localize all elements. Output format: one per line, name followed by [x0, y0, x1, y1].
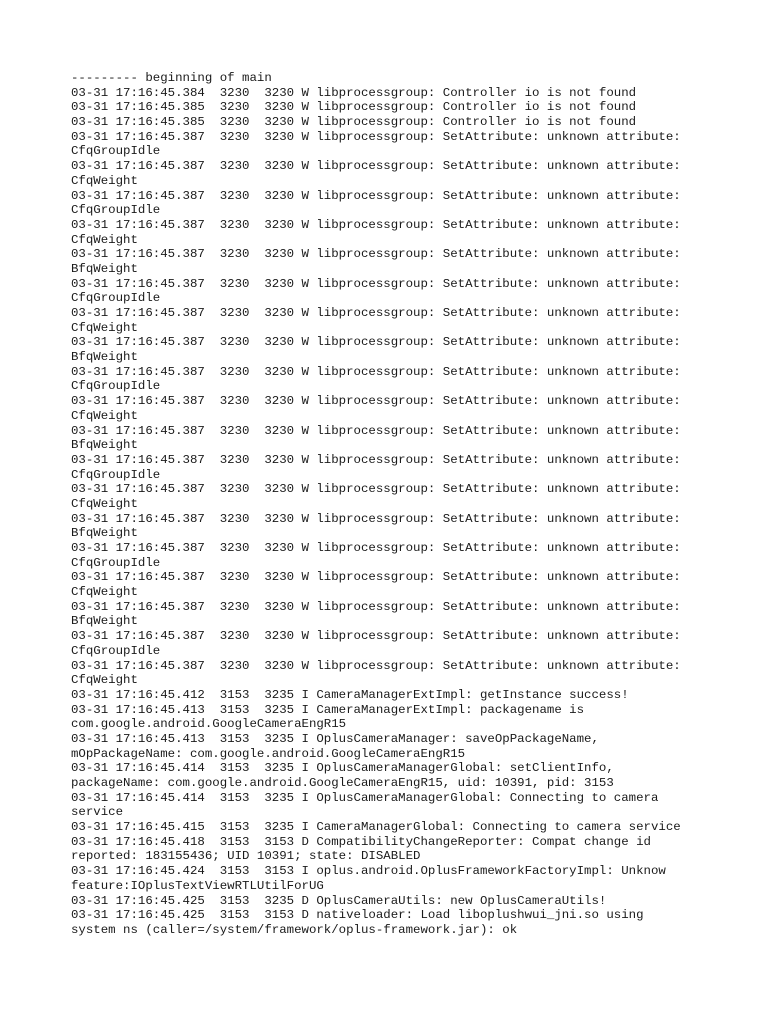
log-line: BfqWeight — [71, 614, 138, 629]
log-line: CfqGroupIdle — [71, 467, 161, 482]
log-line: 03-31 17:16:45.385 3230 3230 W libprocessgroup: Controller io is not found — [71, 100, 637, 115]
log-line: 03-31 17:16:45.418 3153 3153 D CompatibilityChangeReporter: Compat change id — [71, 834, 651, 849]
log-line: 03-31 17:16:45.413 3153 3235 I CameraManagerExtImpl: packagename is — [71, 702, 585, 717]
log-line: BfqWeight — [71, 526, 138, 541]
log-line: 03-31 17:16:45.387 3230 3230 W libprocessgroup: SetAttribute: unknown attribute: — [71, 364, 681, 379]
log-line: packageName: com.google.android.GoogleCameraEngR15, uid: 10391, pid: 3153 — [71, 776, 614, 790]
log-line: 03-31 17:16:45.387 3230 3230 W libprocessgroup: SetAttribute: unknown attribute: — [71, 247, 681, 262]
log-line: BfqWeight — [71, 438, 138, 453]
log-line: CfqGroupIdle — [71, 555, 161, 570]
log-line: 03-31 17:16:45.387 3230 3230 W libprocessgroup: SetAttribute: unknown attribute: — [71, 159, 681, 174]
log-line: 03-31 17:16:45.387 3230 3230 W libprocessgroup: SetAttribute: unknown attribute: — [71, 423, 681, 438]
log-line: 03-31 17:16:45.412 3153 3235 I CameraManagerExtImpl: getInstance success! — [71, 687, 629, 702]
log-line: 03-31 17:16:45.387 3230 3230 W libprocessgroup: SetAttribute: unknown attribute: — [71, 276, 681, 291]
log-line: 03-31 17:16:45.424 3153 3153 I oplus.android.OplusFrameworkFactoryImpl: Unknow — [71, 864, 666, 879]
log-line: 03-31 17:16:45.387 3230 3230 W libprocessgroup: SetAttribute: unknown attribute: — [71, 306, 681, 320]
log-line: 03-31 17:16:45.387 3230 3230 W libprocessgroup: SetAttribute: unknown attribute: — [71, 335, 681, 350]
log-line: reported: 183155436; UID 10391; state: DISABLED — [71, 849, 421, 864]
log-line: 03-31 17:16:45.425 3153 3235 D OplusCameraUtils: new OplusCameraUtils! — [71, 893, 607, 908]
log-line: 03-31 17:16:45.413 3153 3235 I OplusCameraManager: saveOpPackageName, — [71, 731, 599, 746]
log-line: CfqWeight — [71, 320, 138, 335]
log-text-block — [71, 71, 711, 938]
log-line: 03-31 17:16:45.414 3153 3235 I OplusCameraManagerGlobal: setClientInfo, — [71, 761, 614, 776]
log-line: CfqWeight — [71, 408, 138, 423]
log-line: CfqWeight — [71, 173, 138, 188]
log-line: 03-31 17:16:45.387 3230 3230 W libprocessgroup: SetAttribute: unknown attribute: — [71, 629, 681, 644]
log-line: 03-31 17:16:45.414 3153 3235 I OplusCameraManagerGlobal: Connecting to camera — [71, 790, 659, 805]
log-line: 03-31 17:16:45.387 3230 3230 W libprocessgroup: SetAttribute: unknown attribute: — [71, 511, 681, 526]
log-line: 03-31 17:16:45.415 3153 3235 I CameraManagerGlobal: Connecting to camera service — [71, 820, 681, 835]
log-line: 03-31 17:16:45.387 3230 3230 W libprocessgroup: SetAttribute: unknown attribute: — [71, 188, 681, 203]
log-line: CfqGroupIdle — [71, 144, 161, 159]
log-line: 03-31 17:16:45.387 3230 3230 W libprocessgroup: SetAttribute: unknown attribute: — [71, 452, 681, 467]
log-line: 03-31 17:16:45.387 3230 3230 W libprocessgroup: SetAttribute: unknown attribute: — [71, 482, 681, 497]
log-line: --------- beginning of main — [71, 71, 272, 85]
log-line: CfqGroupIdle — [71, 643, 161, 658]
log-line: CfqWeight — [71, 232, 138, 247]
log-line: com.google.android.GoogleCameraEngR15 — [71, 717, 347, 732]
log-line: CfqGroupIdle — [71, 203, 161, 218]
log-line: 03-31 17:16:45.387 3230 3230 W libprocessgroup: SetAttribute: unknown attribute: — [71, 541, 681, 555]
log-line: 03-31 17:16:45.384 3230 3230 W libprocessgroup: Controller io is not found — [71, 85, 637, 100]
log-line: BfqWeight — [71, 350, 138, 365]
log-line: BfqWeight — [71, 261, 138, 276]
log-line: 03-31 17:16:45.425 3153 3153 D nativeloader: Load liboplushwui_jni.so using — [71, 908, 644, 923]
log-line: CfqGroupIdle — [71, 291, 161, 306]
log-line: 03-31 17:16:45.387 3230 3230 W libprocessgroup: SetAttribute: unknown attribute: — [71, 658, 681, 673]
log-line: 03-31 17:16:45.387 3230 3230 W libprocessgroup: SetAttribute: unknown attribute: — [71, 599, 681, 614]
log-line: 03-31 17:16:45.385 3230 3230 W libprocessgroup: Controller io is not found — [71, 115, 637, 130]
log-line: CfqWeight — [71, 496, 138, 511]
log-line: mOpPackageName: com.google.android.GoogleCameraEngR15 — [71, 746, 466, 761]
log-line: system ns (caller=/system/framework/oplus-framework.jar): ok — [71, 922, 518, 937]
log-line: service — [71, 805, 124, 820]
log-line: 03-31 17:16:45.387 3230 3230 W libprocessgroup: SetAttribute: unknown attribute: — [71, 394, 681, 409]
log-line: CfqWeight — [71, 585, 138, 600]
log-line: CfqGroupIdle — [71, 379, 161, 394]
log-line: 03-31 17:16:45.387 3230 3230 W libprocessgroup: SetAttribute: unknown attribute: — [71, 129, 681, 144]
log-line: CfqWeight — [71, 673, 138, 688]
log-line: feature:IOplusTextViewRTLUtilForUG — [71, 878, 324, 893]
log-line: 03-31 17:16:45.387 3230 3230 W libprocessgroup: SetAttribute: unknown attribute: — [71, 570, 681, 585]
log-line: 03-31 17:16:45.387 3230 3230 W libprocessgroup: SetAttribute: unknown attribute: — [71, 217, 681, 232]
